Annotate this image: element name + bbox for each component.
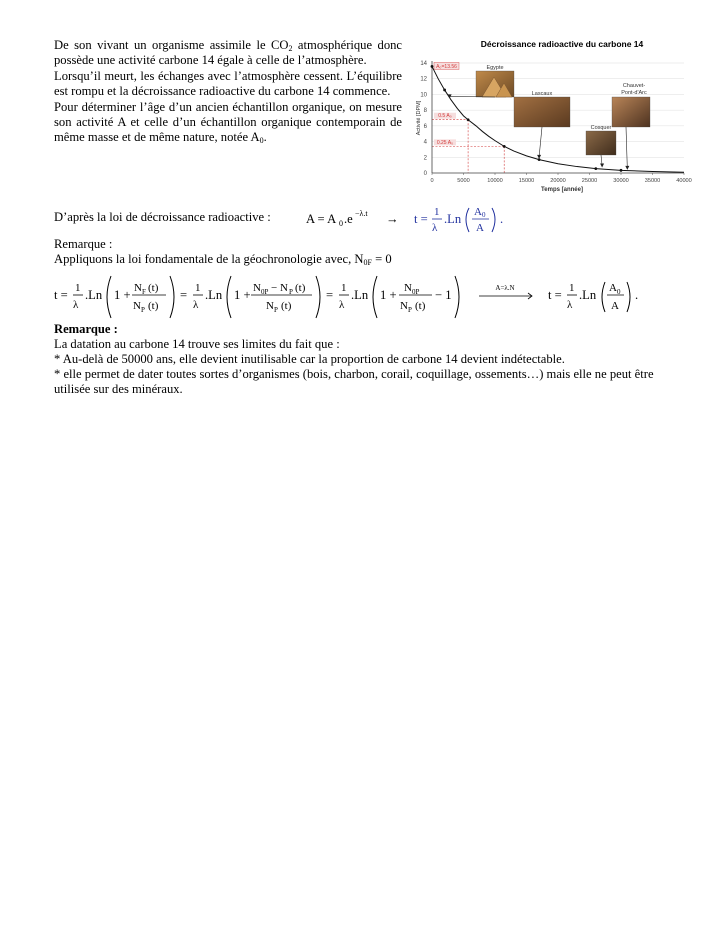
svg-text:0P: 0P xyxy=(412,288,420,296)
limits-title: Remarque : xyxy=(54,322,118,336)
data-point xyxy=(620,169,623,172)
svg-text:t =: t = xyxy=(548,288,562,302)
y-tick-label: 12 xyxy=(420,76,427,83)
x-tick-label: 35000 xyxy=(644,178,661,184)
svg-text:0: 0 xyxy=(482,211,486,219)
intro-paragraph-2: Lorsqu’il meurt, les échanges avec l’atmosphère cessent. L’équilibre est rompu et la décroissance radioactive du carbone 14 commence. xyxy=(54,68,402,99)
x-tick-label: 20000 xyxy=(550,178,566,184)
svg-text:1: 1 xyxy=(341,282,347,294)
svg-text:0: 0 xyxy=(617,288,621,296)
svg-text:t =: t = xyxy=(414,212,428,226)
guide-label: 0.5 A₀ xyxy=(438,113,452,120)
svg-text:A: A xyxy=(609,282,617,294)
svg-text:=: = xyxy=(180,288,188,302)
site-arrow-head xyxy=(537,155,541,159)
svg-text:N: N xyxy=(266,300,274,312)
svg-text:.e: .e xyxy=(344,212,353,226)
svg-text:.Ln: .Ln xyxy=(579,288,597,302)
y-tick-label: 2 xyxy=(423,155,427,162)
svg-text:1: 1 xyxy=(569,282,575,294)
svg-text:1 +: 1 + xyxy=(380,288,397,302)
intro-paragraph-3: Pour déterminer l’âge d’un ancien échantillon organique, on mesure son activité A et celle d’un échantillon organique contemporain de même masse et de même nature, notée $A_0$. xyxy=(54,99,402,146)
svg-text:A = A: A = A xyxy=(306,212,337,226)
x-tick-label: 10000 xyxy=(487,178,503,184)
limits-line-1: La datation au carbone 14 trouve ses limites du fait que : xyxy=(54,337,340,351)
svg-text:A: A xyxy=(474,206,482,218)
site-label: Lascaux xyxy=(531,91,553,97)
geochronology-derivation xyxy=(54,271,674,323)
y-tick-label: 6 xyxy=(423,123,427,130)
limits-remark xyxy=(54,322,684,397)
age-formula xyxy=(414,206,503,234)
svg-text:P: P xyxy=(408,306,412,314)
remark-geochronology xyxy=(54,237,674,268)
y-tick-label: 14 xyxy=(420,61,427,67)
svg-text:N: N xyxy=(133,300,141,312)
remark-title: Remarque : xyxy=(54,237,113,251)
data-point xyxy=(443,89,446,92)
site-arrow-head xyxy=(625,166,629,170)
limits-line-2: * Au-delà de 50000 ans, elle devient inutilisable car la proportion de carbone 14 devient indétectable. xyxy=(54,352,565,366)
svg-text:1: 1 xyxy=(195,282,201,294)
limits-line-3: * elle permet de dater toutes sortes d’organismes (bois, charbon, corail, coquillage, ossements…) mais elle ne peut être utilisée sur des minéraux. xyxy=(54,367,654,396)
site-photo xyxy=(586,131,616,155)
y-tick-label: 8 xyxy=(423,108,427,115)
decay-law-label: D’après la loi de décroissance radioactive : xyxy=(54,210,271,224)
y-tick-label: 10 xyxy=(420,92,427,99)
x-axis-label: Temps [année] xyxy=(541,187,583,193)
x-tick-label: 15000 xyxy=(518,178,535,184)
svg-text:P: P xyxy=(289,288,293,296)
svg-text:N: N xyxy=(134,282,142,294)
svg-text:λ: λ xyxy=(193,299,199,311)
svg-text:F: F xyxy=(142,288,146,296)
x-tick-label: 25000 xyxy=(581,178,598,184)
site-label: Egypte xyxy=(486,65,504,71)
svg-text:− 1: − 1 xyxy=(435,288,452,302)
site-label: Chauvet- xyxy=(622,83,646,89)
decay-law-line xyxy=(54,200,674,236)
x-tick-label: 5000 xyxy=(457,178,470,184)
guide-label: 0.25 A₀ xyxy=(436,139,454,146)
svg-text:.Ln: .Ln xyxy=(85,288,103,302)
y-axis-label: Activité [DPM] xyxy=(416,100,422,136)
chart-title: Décroissance radioactive du carbone 14 xyxy=(480,39,644,49)
data-point xyxy=(431,65,434,68)
svg-text:0: 0 xyxy=(339,219,343,228)
data-point xyxy=(467,118,470,121)
chart-labels xyxy=(416,64,647,193)
decay-chart xyxy=(416,35,692,200)
svg-text:.Ln: .Ln xyxy=(444,212,462,226)
svg-text:A: A xyxy=(611,300,619,312)
svg-text:.Ln: .Ln xyxy=(351,288,369,302)
svg-text:1 +: 1 + xyxy=(114,288,131,302)
svg-text:N: N xyxy=(404,282,412,294)
svg-text:− N: − N xyxy=(271,282,288,294)
svg-text:−λ.t: −λ.t xyxy=(355,209,368,218)
intro-text xyxy=(54,38,402,146)
svg-text:1: 1 xyxy=(75,282,81,294)
y-tick-label: 4 xyxy=(423,139,427,146)
svg-text:(t): (t) xyxy=(148,282,159,294)
site-photo xyxy=(612,97,650,127)
site-arrow xyxy=(626,127,627,168)
remark-text: Appliquons la loi fondamentale de la géochronologie avec, $N_{0F} = 0$ xyxy=(54,252,392,268)
svg-text:λ: λ xyxy=(339,299,345,311)
svg-text:P: P xyxy=(274,306,278,314)
site-label: Pont-d'Arc xyxy=(621,90,647,96)
svg-text:(t): (t) xyxy=(415,300,426,312)
svg-text:1 +: 1 + xyxy=(234,288,251,302)
svg-text:1: 1 xyxy=(434,206,440,218)
site-label: Cosquer xyxy=(590,125,612,131)
svg-text:A=λ.N: A=λ.N xyxy=(495,284,515,292)
x-tick-label: 0 xyxy=(430,178,434,184)
svg-text:→: → xyxy=(386,212,399,226)
site-photo xyxy=(514,97,570,127)
a0-label: A₀=13.56 xyxy=(436,63,457,70)
decay-chart-svg xyxy=(416,35,692,200)
decay-law-formula xyxy=(306,200,720,236)
svg-text:N: N xyxy=(400,300,408,312)
site-arrow xyxy=(539,127,542,157)
svg-text:λ: λ xyxy=(73,299,79,311)
svg-text:(t): (t) xyxy=(148,300,159,312)
svg-text:(t): (t) xyxy=(295,282,306,294)
intro-paragraph-1: De son vivant un organisme assimile le $CO_2$ atmosphérique donc possède une activité carbone 14 égale à celle de l’atmosphère. xyxy=(54,38,403,68)
svg-text:(t): (t) xyxy=(281,300,292,312)
y-tick-label: 0 xyxy=(423,171,427,177)
svg-text:0P: 0P xyxy=(261,288,269,296)
data-point xyxy=(503,145,506,148)
data-point xyxy=(594,167,597,170)
svg-text:λ: λ xyxy=(567,299,573,311)
x-tick-label: 30000 xyxy=(613,178,629,184)
svg-text:A: A xyxy=(476,222,484,234)
svg-text:=: = xyxy=(326,288,334,302)
svg-text:N: N xyxy=(253,282,261,294)
svg-text:.Ln: .Ln xyxy=(205,288,223,302)
svg-text:.: . xyxy=(635,288,639,302)
svg-text:.: . xyxy=(500,212,504,226)
svg-text:λ: λ xyxy=(432,222,438,234)
svg-text:t =: t = xyxy=(54,288,68,302)
svg-text:P: P xyxy=(141,306,145,314)
x-tick-label: 40000 xyxy=(676,178,692,184)
derivation-formula xyxy=(54,271,674,323)
site-arrow-head xyxy=(600,164,604,168)
